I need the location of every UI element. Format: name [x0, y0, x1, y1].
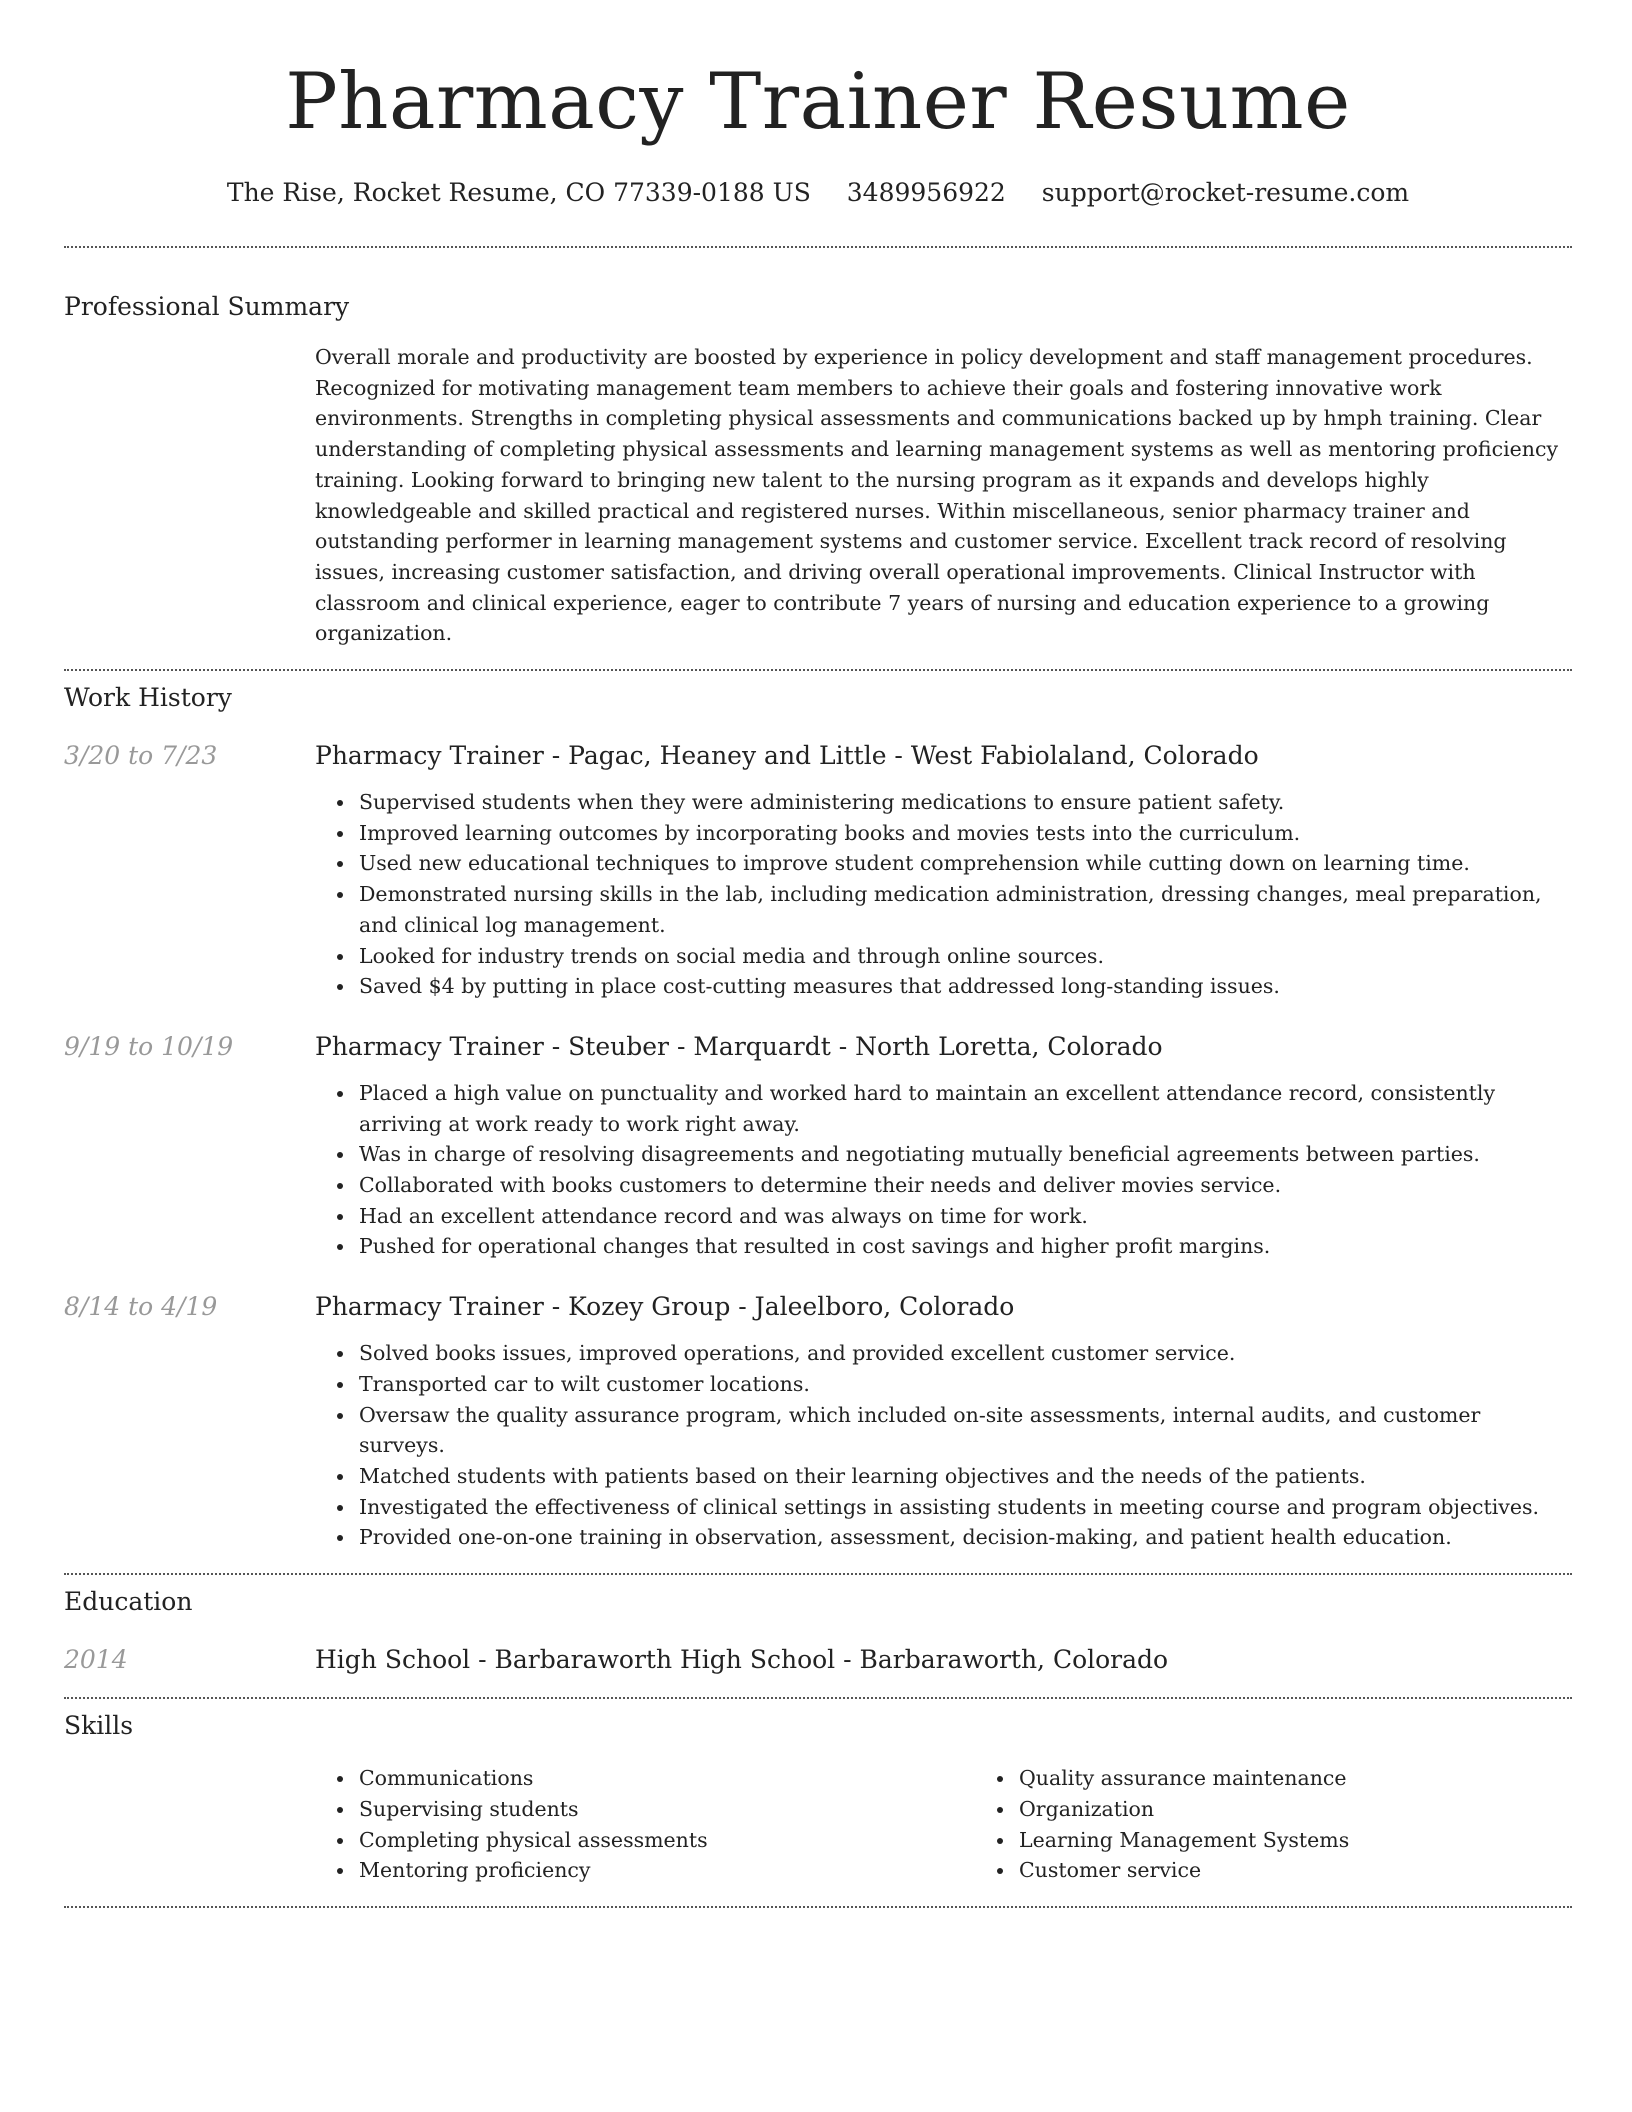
work-history-section: [64, 681, 1572, 1553]
summary-heading: Professional Summary: [64, 292, 350, 321]
contact-line: [64, 176, 1572, 210]
list-item: Improved learning outcomes by incorporating books and movies tests into the curriculum.: [359, 818, 1572, 849]
job-bullets: [315, 1078, 1572, 1262]
list-item: Used new educational techniques to improve student comprehension while cutting down on learning time.: [359, 848, 1572, 879]
contact-email: support@rocket-resume.com: [1041, 178, 1410, 207]
education-title: High School - Barbaraworth High School - Barbaraworth, Colorado: [315, 1645, 1169, 1675]
summary-section: [64, 290, 1572, 649]
summary-text: Overall morale and productivity are boosted by experience in policy development and staff management procedures. Recognized for motivating management team members to achieve their goals and fostering innovative work environments. Strengths in completing physical assessments and communications backed up by hmph training. Clear understanding of completing physical assessments and learning management systems as well as mentoring proficiency training. Looking forward to bringing new talent to the nursing program as it expands and develops highly knowledgeable and skilled practical and registered nurses. Within miscellaneous, senior pharmacy trainer and outstanding performer in learning management systems and customer service. Excellent track record of resolving issues, increasing customer satisfaction, and driving overall operational improvements. Clinical Instructor with classroom and clinical experience, eager to contribute 7 years of nursing and education experience to a growing organization.: [315, 345, 1559, 646]
job-title: Pharmacy Trainer - Kozey Group - Jaleelboro, Colorado: [315, 1292, 1015, 1322]
skill-item: Supervising students: [359, 1794, 975, 1825]
job-bullets: [315, 787, 1572, 1002]
list-item: Had an excellent attendance record and was always on time for work.: [359, 1201, 1572, 1232]
education-section: [64, 1585, 1572, 1677]
list-item: Demonstrated nursing skills in the lab, including medication administration, dressing changes, meal preparation, and clinical log management.: [359, 879, 1572, 940]
job-title: Pharmacy Trainer - Steuber - Marquardt - North Loretta, Colorado: [315, 1031, 1163, 1061]
skill-item: Mentoring proficiency: [359, 1855, 975, 1886]
education-heading: Education: [64, 1587, 193, 1617]
job-entry: [64, 739, 1572, 1002]
list-item: Oversaw the quality assurance program, which included on-site assessments, internal audits, and customer surveys.: [359, 1400, 1572, 1461]
work-history-heading: Work History: [64, 683, 232, 713]
list-item: Provided one-on-one training in observation, assessment, decision-making, and patient health education.: [359, 1522, 1572, 1553]
list-item: Pushed for operational changes that resulted in cost savings and higher profit margins.: [359, 1231, 1572, 1262]
skills-section: [64, 1709, 1572, 1886]
resume-page: [64, 0, 1572, 1908]
resume-title: Pharmacy Trainer Resume: [285, 57, 1351, 147]
list-item: Looked for industry trends on social media and through online sources.: [359, 941, 1572, 972]
divider: [64, 1697, 1572, 1699]
skill-item: Learning Management Systems: [1019, 1825, 1632, 1856]
skill-item: Communications: [359, 1763, 975, 1794]
divider: [64, 1573, 1572, 1575]
education-year: 2014: [64, 1645, 128, 1675]
contact-phone: 3489956922: [846, 178, 1006, 207]
list-item: Saved $4 by putting in place cost-cutting measures that addressed long-standing issues.: [359, 971, 1572, 1002]
list-item: Transported car to wilt customer locations.: [359, 1369, 1572, 1400]
divider: [64, 1906, 1572, 1908]
skill-item: Organization: [1019, 1794, 1632, 1825]
list-item: Placed a high value on punctuality and worked hard to maintain an excellent attendance record, consistently arriving at work ready to work right away.: [359, 1078, 1572, 1139]
divider: [64, 246, 1572, 248]
skills-heading: Skills: [64, 1711, 134, 1741]
list-item: Was in charge of resolving disagreements and negotiating mutually beneficial agreements between parties.: [359, 1139, 1572, 1170]
list-item: Supervised students when they were administering medications to ensure patient safety.: [359, 787, 1572, 818]
skill-item: Customer service: [1019, 1855, 1632, 1886]
skills-list-right: [975, 1763, 1632, 1886]
list-item: Collaborated with books customers to determine their needs and deliver movies service.: [359, 1170, 1572, 1201]
job-entry: [64, 1030, 1572, 1262]
list-item: Matched students with patients based on their learning objectives and the needs of the patients.: [359, 1461, 1572, 1492]
skill-item: Quality assurance maintenance: [1019, 1763, 1632, 1794]
contact-address: The Rise, Rocket Resume, CO 77339-0188 US: [226, 178, 811, 207]
job-entry: [64, 1290, 1572, 1553]
skill-item: Completing physical assessments: [359, 1825, 975, 1856]
job-dates: 8/14 to 4/19: [64, 1292, 218, 1322]
job-dates: 3/20 to 7/23: [64, 741, 218, 771]
skills-list-left: [315, 1763, 975, 1886]
job-title: Pharmacy Trainer - Pagac, Heaney and Little - West Fabiolaland, Colorado: [315, 741, 1259, 771]
education-entry: [64, 1643, 1572, 1677]
list-item: Solved books issues, improved operations, and provided excellent customer service.: [359, 1338, 1572, 1369]
job-dates: 9/19 to 10/19: [64, 1031, 234, 1061]
job-bullets: [315, 1338, 1572, 1553]
divider: [64, 669, 1572, 671]
list-item: Investigated the effectiveness of clinical settings in assisting students in meeting course and program objectives.: [359, 1492, 1572, 1523]
